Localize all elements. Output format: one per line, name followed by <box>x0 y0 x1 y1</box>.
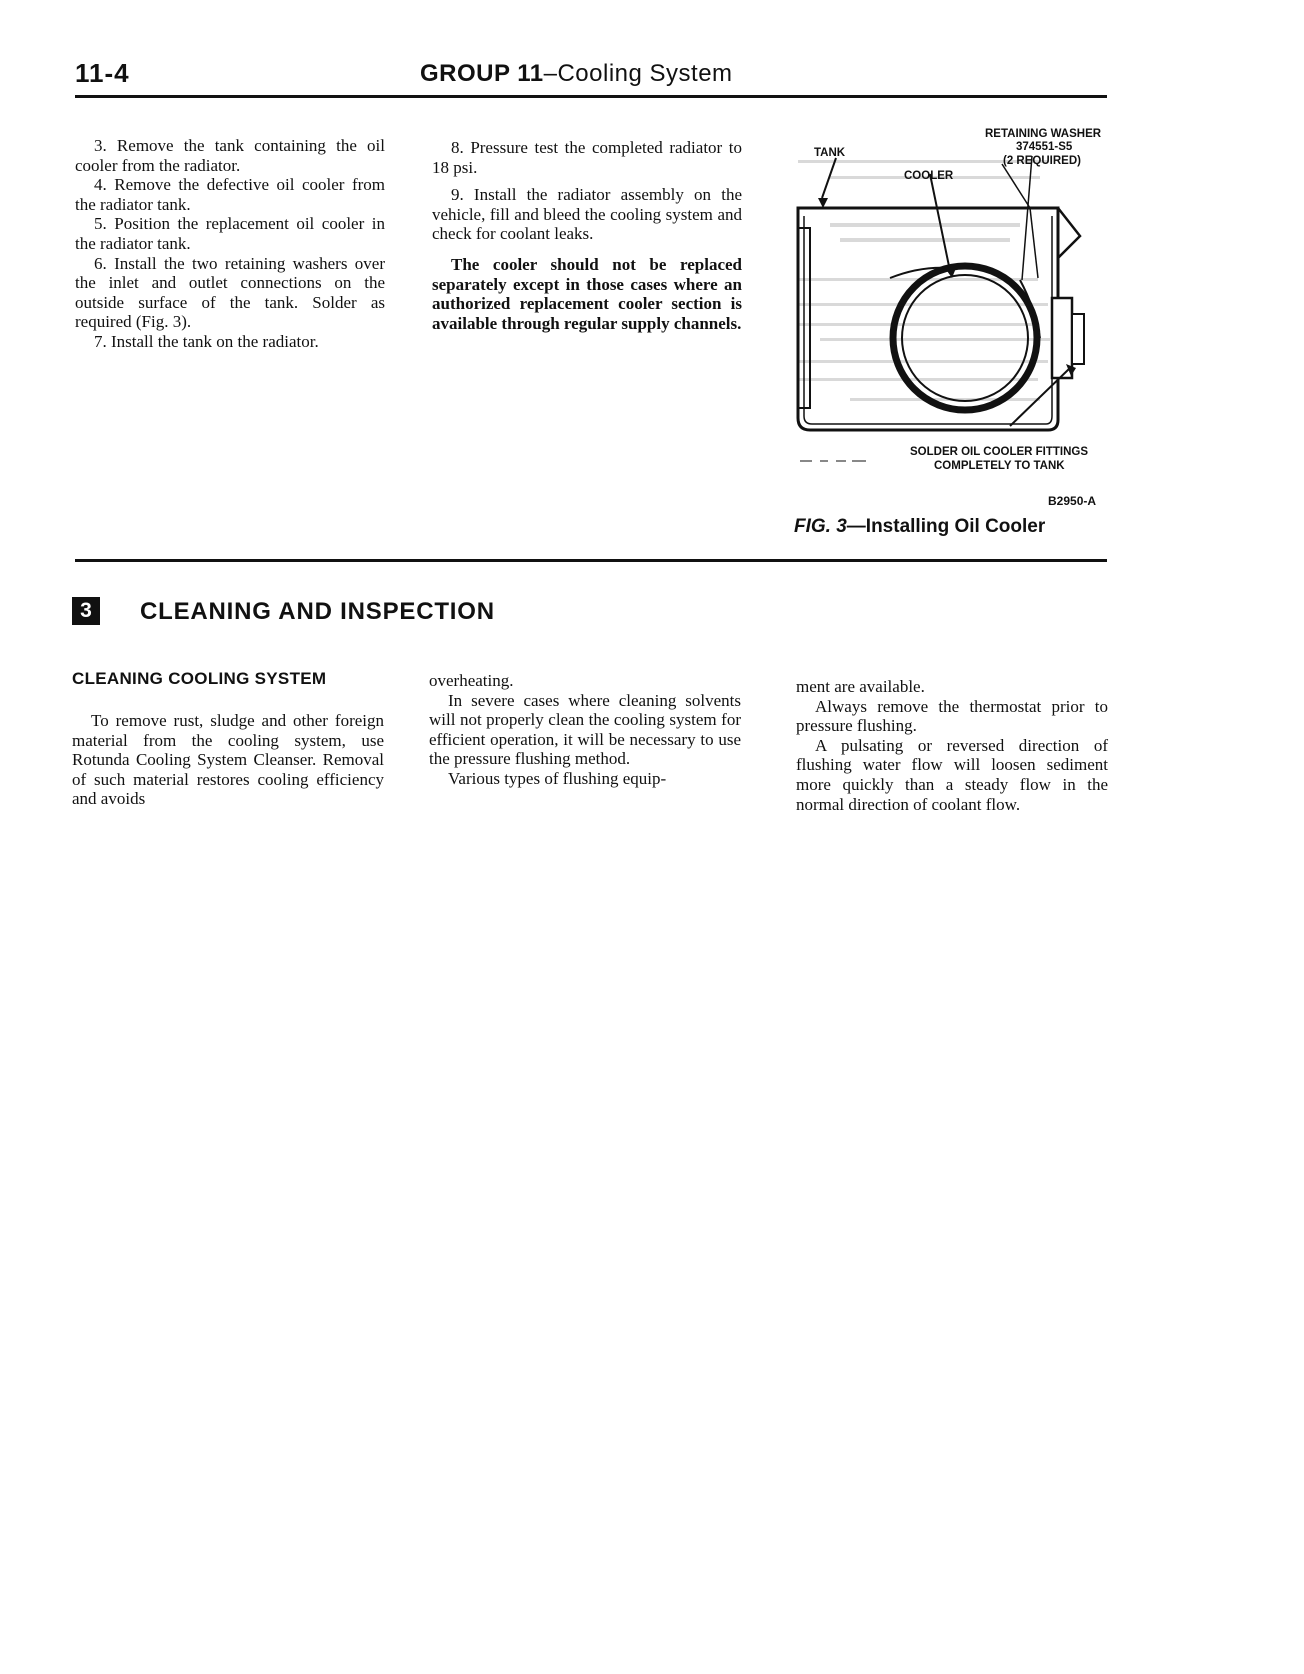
section-rule <box>75 559 1107 562</box>
step-7: 7. Install the tank on the radiator. <box>94 331 319 351</box>
callout-solder-line1: SOLDER OIL COOLER FITTINGS <box>910 446 1089 458</box>
callout-solder-line2: COMPLETELY TO TANK <box>934 460 1065 472</box>
cleaning-paragraph-3c: A pulsating or reversed direction of flushing water flow will loosen sediment more quickly than a steady flow in the normal direction of coolant flow. <box>796 735 1108 814</box>
step-9: 9. Install the radiator assembly on the vehicle, fill and bleed the cooling system and check for coolant leaks. <box>432 185 742 244</box>
subsection-title: CLEANING COOLING SYSTEM <box>72 669 327 688</box>
group-label: GROUP 11 <box>420 60 544 87</box>
step-4: 4. Remove the defective oil cooler from the radiator tank. <box>75 175 385 214</box>
page-number: 11-4 <box>75 58 130 88</box>
figure-caption <box>794 516 1045 538</box>
cleaning-column-2 <box>429 671 741 789</box>
cleaning-paragraph-2a: overheating. <box>429 671 514 690</box>
step-3: 3. Remove the tank containing the oil cooler from the radiator. <box>75 136 385 175</box>
cleaning-paragraph-1: To remove rust, sludge and other foreign material from the cooling system, use Rotunda Cooling System Cleanser. Removal of such material restores cooling efficiency and avoids <box>72 711 384 809</box>
figure-number: FIG. 3 <box>794 516 847 537</box>
callout-required: (2 REQUIRED) <box>1003 155 1081 167</box>
callout-tank: TANK <box>814 147 846 159</box>
step-6: 6. Install the two retaining washers over the inlet and outlet connections on the outside surface of the tank. Solder as required (Fig. 3). <box>75 253 385 332</box>
steps-column-2 <box>432 138 742 333</box>
steps-column-1 <box>75 136 385 352</box>
callout-cooler: COOLER <box>904 170 954 182</box>
step-5: 5. Position the replacement oil cooler in the radiator tank. <box>75 214 385 253</box>
cleaning-paragraph-3a: ment are available. <box>796 677 925 696</box>
step-8: 8. Pressure test the completed radiator to 18 psi. <box>432 138 742 177</box>
figure-caption-text: —Installing Oil Cooler <box>846 516 1046 537</box>
cleaning-column-3 <box>796 677 1108 814</box>
replacement-note: The cooler should not be replaced separately except in those cases where an authorized replacement cooler section is available through regular supply channels. <box>432 254 742 333</box>
section-title: CLEANING AND INSPECTION <box>140 598 495 625</box>
callout-retaining-washer: RETAINING WASHER <box>985 128 1102 140</box>
group-subject: –Cooling System <box>543 60 733 87</box>
callout-part-number: 374551-S5 <box>1016 141 1073 153</box>
cleaning-column-1 <box>72 711 384 809</box>
header-rule <box>75 95 1107 98</box>
section-number-badge: 3 <box>72 597 100 625</box>
cleaning-paragraph-2b: In severe cases where cleaning solvents will not properly clean the cooling system for efficient operation, it will be necessary to use the pressure flushing method. <box>429 690 741 769</box>
cleaning-paragraph-3b: Always remove the thermostat prior to pressure flushing. <box>796 696 1108 736</box>
page-header-title <box>420 60 733 88</box>
figure-code: B2950-A <box>1048 494 1097 508</box>
cleaning-paragraph-2c: Various types of flushing equip- <box>448 768 667 788</box>
